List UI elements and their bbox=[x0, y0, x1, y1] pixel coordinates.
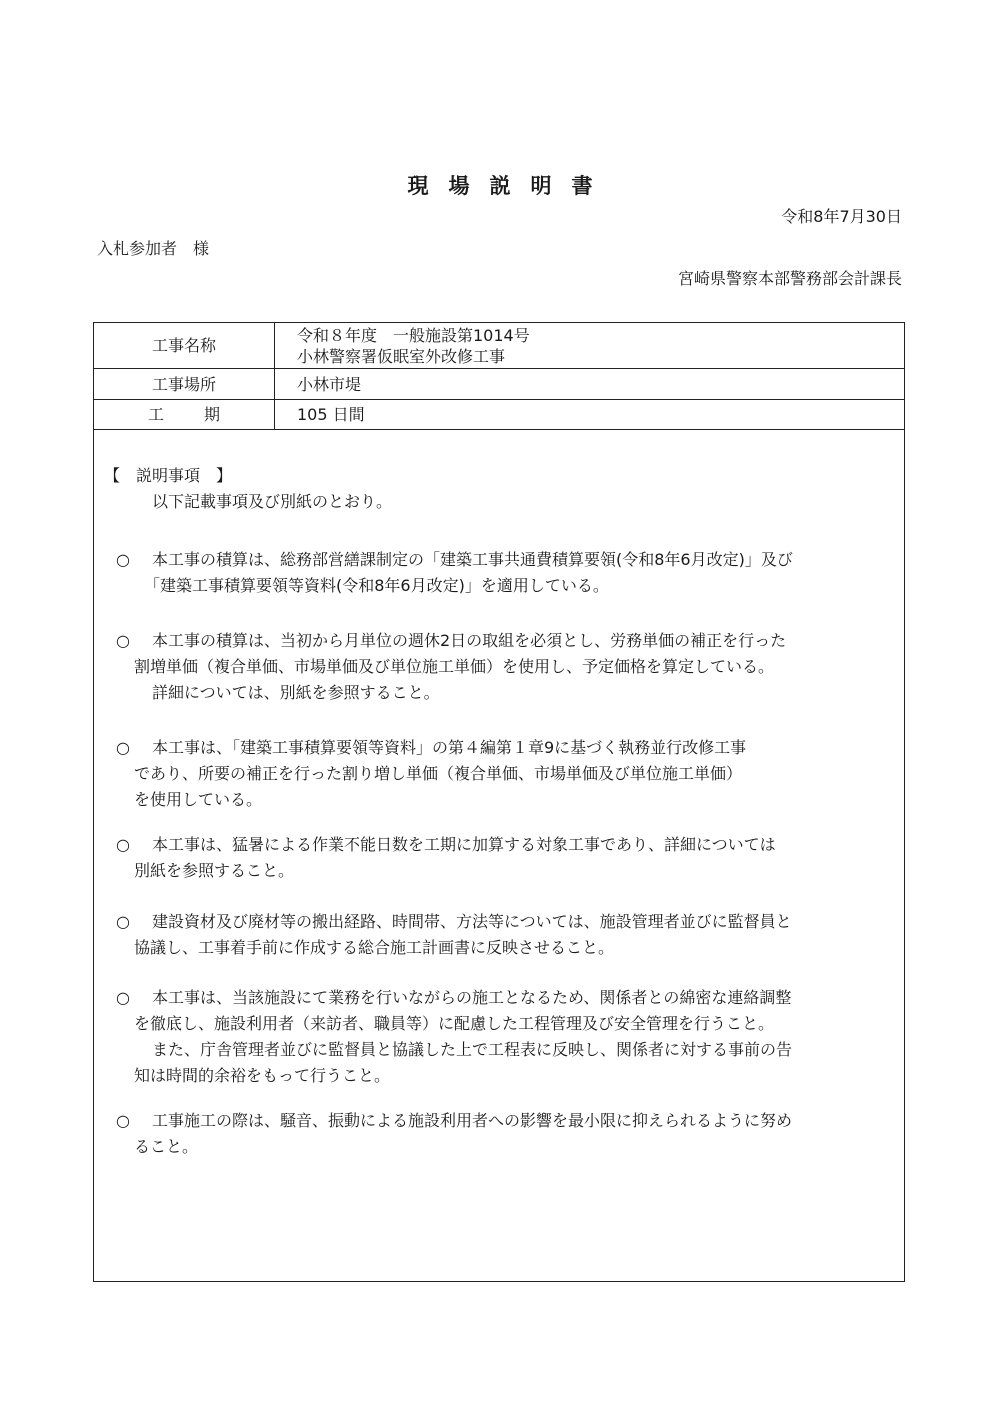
row-value-location: 小林市堤 bbox=[275, 369, 905, 400]
list-item bbox=[116, 1108, 898, 1160]
item-line: また、庁舎管理者並びに監督員と協議した上で工程表に反映し、関係者に対する事前の告 bbox=[152, 1040, 793, 1059]
document-title: 現場説明書 bbox=[407, 174, 613, 198]
item-line: であり、所要の補正を行った割り増し単価（複合単価、市場単価及び単位施工単価） bbox=[134, 764, 743, 783]
row-label-project-name: 工事名称 bbox=[94, 323, 275, 369]
item-line: 知は時間的余裕をもって行うこと。 bbox=[134, 1066, 391, 1085]
item-line: を使用している。 bbox=[134, 790, 263, 809]
bullet-circle: ○ bbox=[116, 912, 130, 931]
item-line: 本工事は、当該施設にて業務を行いながらの施工となるため、関係者との綿密な連絡調整 bbox=[152, 988, 792, 1007]
row-label-period: 工期 bbox=[94, 400, 275, 430]
section-heading: 【 説明事項 】 bbox=[104, 466, 233, 485]
bullet-circle: ○ bbox=[116, 738, 130, 757]
list-item bbox=[116, 628, 898, 706]
item-line: を徹底し、施設利用者（来訪者、職員等）に配慮した工程管理及び安全管理を行うこと。 bbox=[134, 1014, 775, 1033]
project-info-table bbox=[94, 323, 904, 430]
item-line: 割増単価（複合単価、市場単価及び単位施工単価）を使用し、予定価格を算定している。 bbox=[134, 657, 775, 676]
list-item bbox=[116, 909, 898, 961]
project-name-line-2: 小林警察署仮眠室外改修工事 bbox=[297, 346, 506, 366]
bullet-circle: ○ bbox=[116, 1111, 130, 1130]
list-item bbox=[116, 832, 898, 884]
addressee: 入札参加者 様 bbox=[97, 239, 210, 258]
row-label-location: 工事場所 bbox=[94, 369, 275, 400]
bullet-circle: ○ bbox=[116, 631, 130, 650]
item-line: 詳細については、別紙を参照すること。 bbox=[152, 683, 440, 702]
item-line: 建設資材及び廃材等の搬出経路、時間帯、方法等については、施設管理者並びに監督員と bbox=[152, 912, 792, 931]
list-item bbox=[116, 735, 898, 813]
bullet-circle: ○ bbox=[116, 835, 130, 854]
explanation-frame bbox=[93, 322, 905, 1282]
intro-text: 以下記載事項及び別紙のとおり。 bbox=[152, 492, 393, 511]
issuer: 宮崎県警察本部警務部会計課長 bbox=[677, 269, 902, 288]
table-row bbox=[94, 369, 904, 400]
item-line: 工事施工の際は、騒音、振動による施設利用者への影響を最小限に抑えられるように努め bbox=[152, 1111, 793, 1130]
row-value-period: 105 日間 bbox=[275, 400, 905, 430]
row-value-project-name bbox=[275, 323, 905, 369]
issue-date: 令和8年7月30日 bbox=[781, 207, 902, 226]
table-row bbox=[94, 323, 904, 369]
table-row bbox=[94, 400, 904, 430]
item-line: 協議し、工事着手前に作成する総合施工計画書に反映させること。 bbox=[134, 938, 615, 957]
bullet-circle: ○ bbox=[116, 988, 130, 1007]
item-line: 本工事の積算は、当初から月単位の週休2日の取組を必須とし、労務単価の補正を行った bbox=[152, 631, 787, 650]
item-line: ること。 bbox=[134, 1137, 199, 1156]
item-line: 本工事は、猛暑による作業不能日数を工期に加算する対象工事であり、詳細については bbox=[152, 835, 776, 854]
item-line: 別紙を参照すること。 bbox=[134, 861, 295, 880]
item-line: 「建築工事積算要領等資料(令和8年6月改定)」を適用している。 bbox=[144, 576, 609, 595]
list-item bbox=[116, 547, 898, 599]
bullet-circle: ○ bbox=[116, 550, 130, 569]
list-item bbox=[116, 985, 898, 1089]
item-line: 本工事は、「建築工事積算要領等資料」の第４編第１章9に基づく執務並行改修工事 bbox=[152, 738, 747, 757]
project-name-line-1: 令和８年度 一般施設第1014号 bbox=[297, 325, 530, 345]
item-line: 本工事の積算は、総務部営繕課制定の「建築工事共通費積算要領(令和8年6月改定)」及び bbox=[152, 550, 793, 569]
